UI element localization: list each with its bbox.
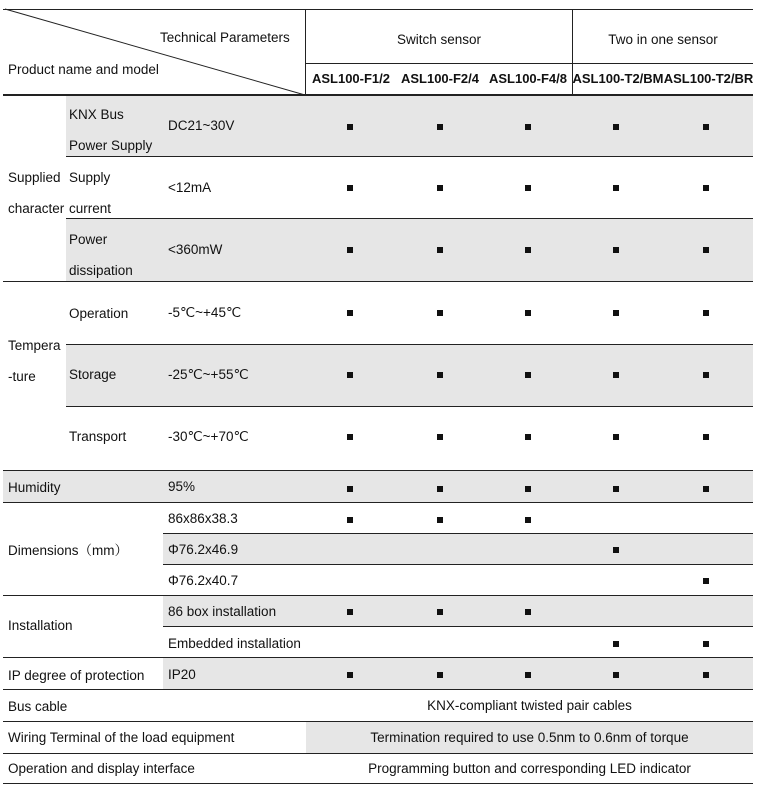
applicable-mark [525,609,531,615]
applicable-mark [437,434,443,440]
model-t2bm: ASL100-T2/BM [572,71,664,86]
param-storage: Storage [69,367,117,382]
param-current-line2: current [69,201,112,216]
rule [163,533,753,534]
applicable-mark [703,486,709,492]
applicable-mark [703,372,709,378]
model-t2br: ASL100-T2/BR [663,71,754,86]
value-inst2: Embedded installation [168,636,301,651]
group-temperature-line1: Tempera [8,338,61,353]
group-ip: IP degree of protection [8,668,145,683]
group-supplied-line2: character [8,201,65,216]
applicable-mark [613,434,619,440]
value-storage: -25℃~+55℃ [168,367,249,382]
rule [66,406,753,407]
applicable-mark [437,310,443,316]
applicable-mark [613,247,619,253]
applicable-mark [437,124,443,130]
applicable-mark [525,310,531,316]
rule [3,595,753,596]
applicable-mark [613,124,619,130]
product-name-label: Product name and model [8,62,159,77]
param-knx-line2: Power Supply [69,138,153,153]
value-operation: -5℃~+45℃ [168,305,242,320]
param-operation: Operation [69,306,129,321]
value-dim1: 86x86x38.3 [168,511,238,526]
group-humidity: Humidity [8,480,61,495]
applicable-mark [347,517,353,523]
applicable-mark [613,641,619,647]
value-ip: IP20 [168,667,196,682]
applicable-mark [437,517,443,523]
applicable-mark [347,310,353,316]
applicable-mark [613,310,619,316]
applicable-mark [613,672,619,678]
value-humidity: 95% [168,479,196,494]
applicable-mark [437,185,443,191]
switch-sensor-label: Switch sensor [396,32,482,47]
value-dim2: Φ76.2x46.9 [168,542,239,557]
value-inst1: 86 box installation [168,604,277,619]
applicable-mark [347,124,353,130]
value-bus-cable: KNX-compliant twisted pair cables [427,698,632,713]
applicable-mark [703,434,709,440]
applicable-mark [525,486,531,492]
applicable-mark [613,185,619,191]
applicable-mark [703,185,709,191]
applicable-mark [347,609,353,615]
applicable-mark [525,185,531,191]
row-bg-humidity [3,470,753,502]
applicable-mark [347,672,353,678]
applicable-mark [703,247,709,253]
applicable-mark [525,247,531,253]
value-power: <360mW [168,242,223,257]
group-dimensions: Dimensions（mm） [8,543,129,558]
param-transport: Transport [69,429,127,444]
applicable-mark [525,372,531,378]
applicable-mark [703,641,709,647]
value-wiring: Termination required to use 0.5nm to 0.6nm of torque [370,730,689,745]
param-power-line1: Power [69,232,108,247]
applicable-mark [525,517,531,523]
rule [66,156,753,157]
group-supplied-line1: Supplied [8,170,61,185]
model-f2: ASL100-F2/4 [400,71,480,86]
applicable-mark [703,578,709,584]
param-power-line2: dissipation [69,263,133,278]
row-bg-dim2 [163,533,753,564]
group-wiring: Wiring Terminal of the load equipment [8,730,235,745]
applicable-mark [347,185,353,191]
applicable-mark [703,672,709,678]
rule [3,657,753,658]
applicable-mark [613,372,619,378]
applicable-mark [347,486,353,492]
group-temperature-line2: -ture [8,369,36,384]
applicable-mark [525,124,531,130]
applicable-mark [525,434,531,440]
applicable-mark [613,486,619,492]
applicable-mark [347,372,353,378]
group-installation: Installation [8,618,73,633]
group-operation-display: Operation and display interface [8,761,195,776]
applicable-mark [437,372,443,378]
applicable-mark [437,672,443,678]
applicable-mark [613,547,619,553]
applicable-mark [347,247,353,253]
param-current-line1: Supply [69,170,111,185]
applicable-mark [703,124,709,130]
applicable-mark [437,486,443,492]
applicable-mark [703,310,709,316]
value-dim3: Φ76.2x40.7 [168,573,239,588]
rule [3,470,753,471]
group-bus-cable: Bus cable [8,699,68,714]
two-in-one-sensor-label: Two in one sensor [608,32,718,47]
row-bg-ip [163,657,753,689]
rule [3,502,753,503]
applicable-mark [525,672,531,678]
applicable-mark [437,609,443,615]
applicable-mark [437,247,443,253]
rule [163,564,753,565]
model-f4: ASL100-F4/8 [488,71,568,86]
value-current: <12mA [168,180,212,195]
value-operation-display: Programming button and corresponding LED indicator [368,761,691,776]
rule [66,218,753,219]
value-transport: -30℃~+70℃ [168,429,249,444]
param-knx-line1: KNX Bus [69,107,124,122]
rule [66,344,753,345]
model-f1: ASL100-F1/2 [311,71,391,86]
applicable-mark [347,434,353,440]
value-knx: DC21~30V [168,118,235,133]
technical-parameters-label: Technical Parameters [160,30,290,45]
